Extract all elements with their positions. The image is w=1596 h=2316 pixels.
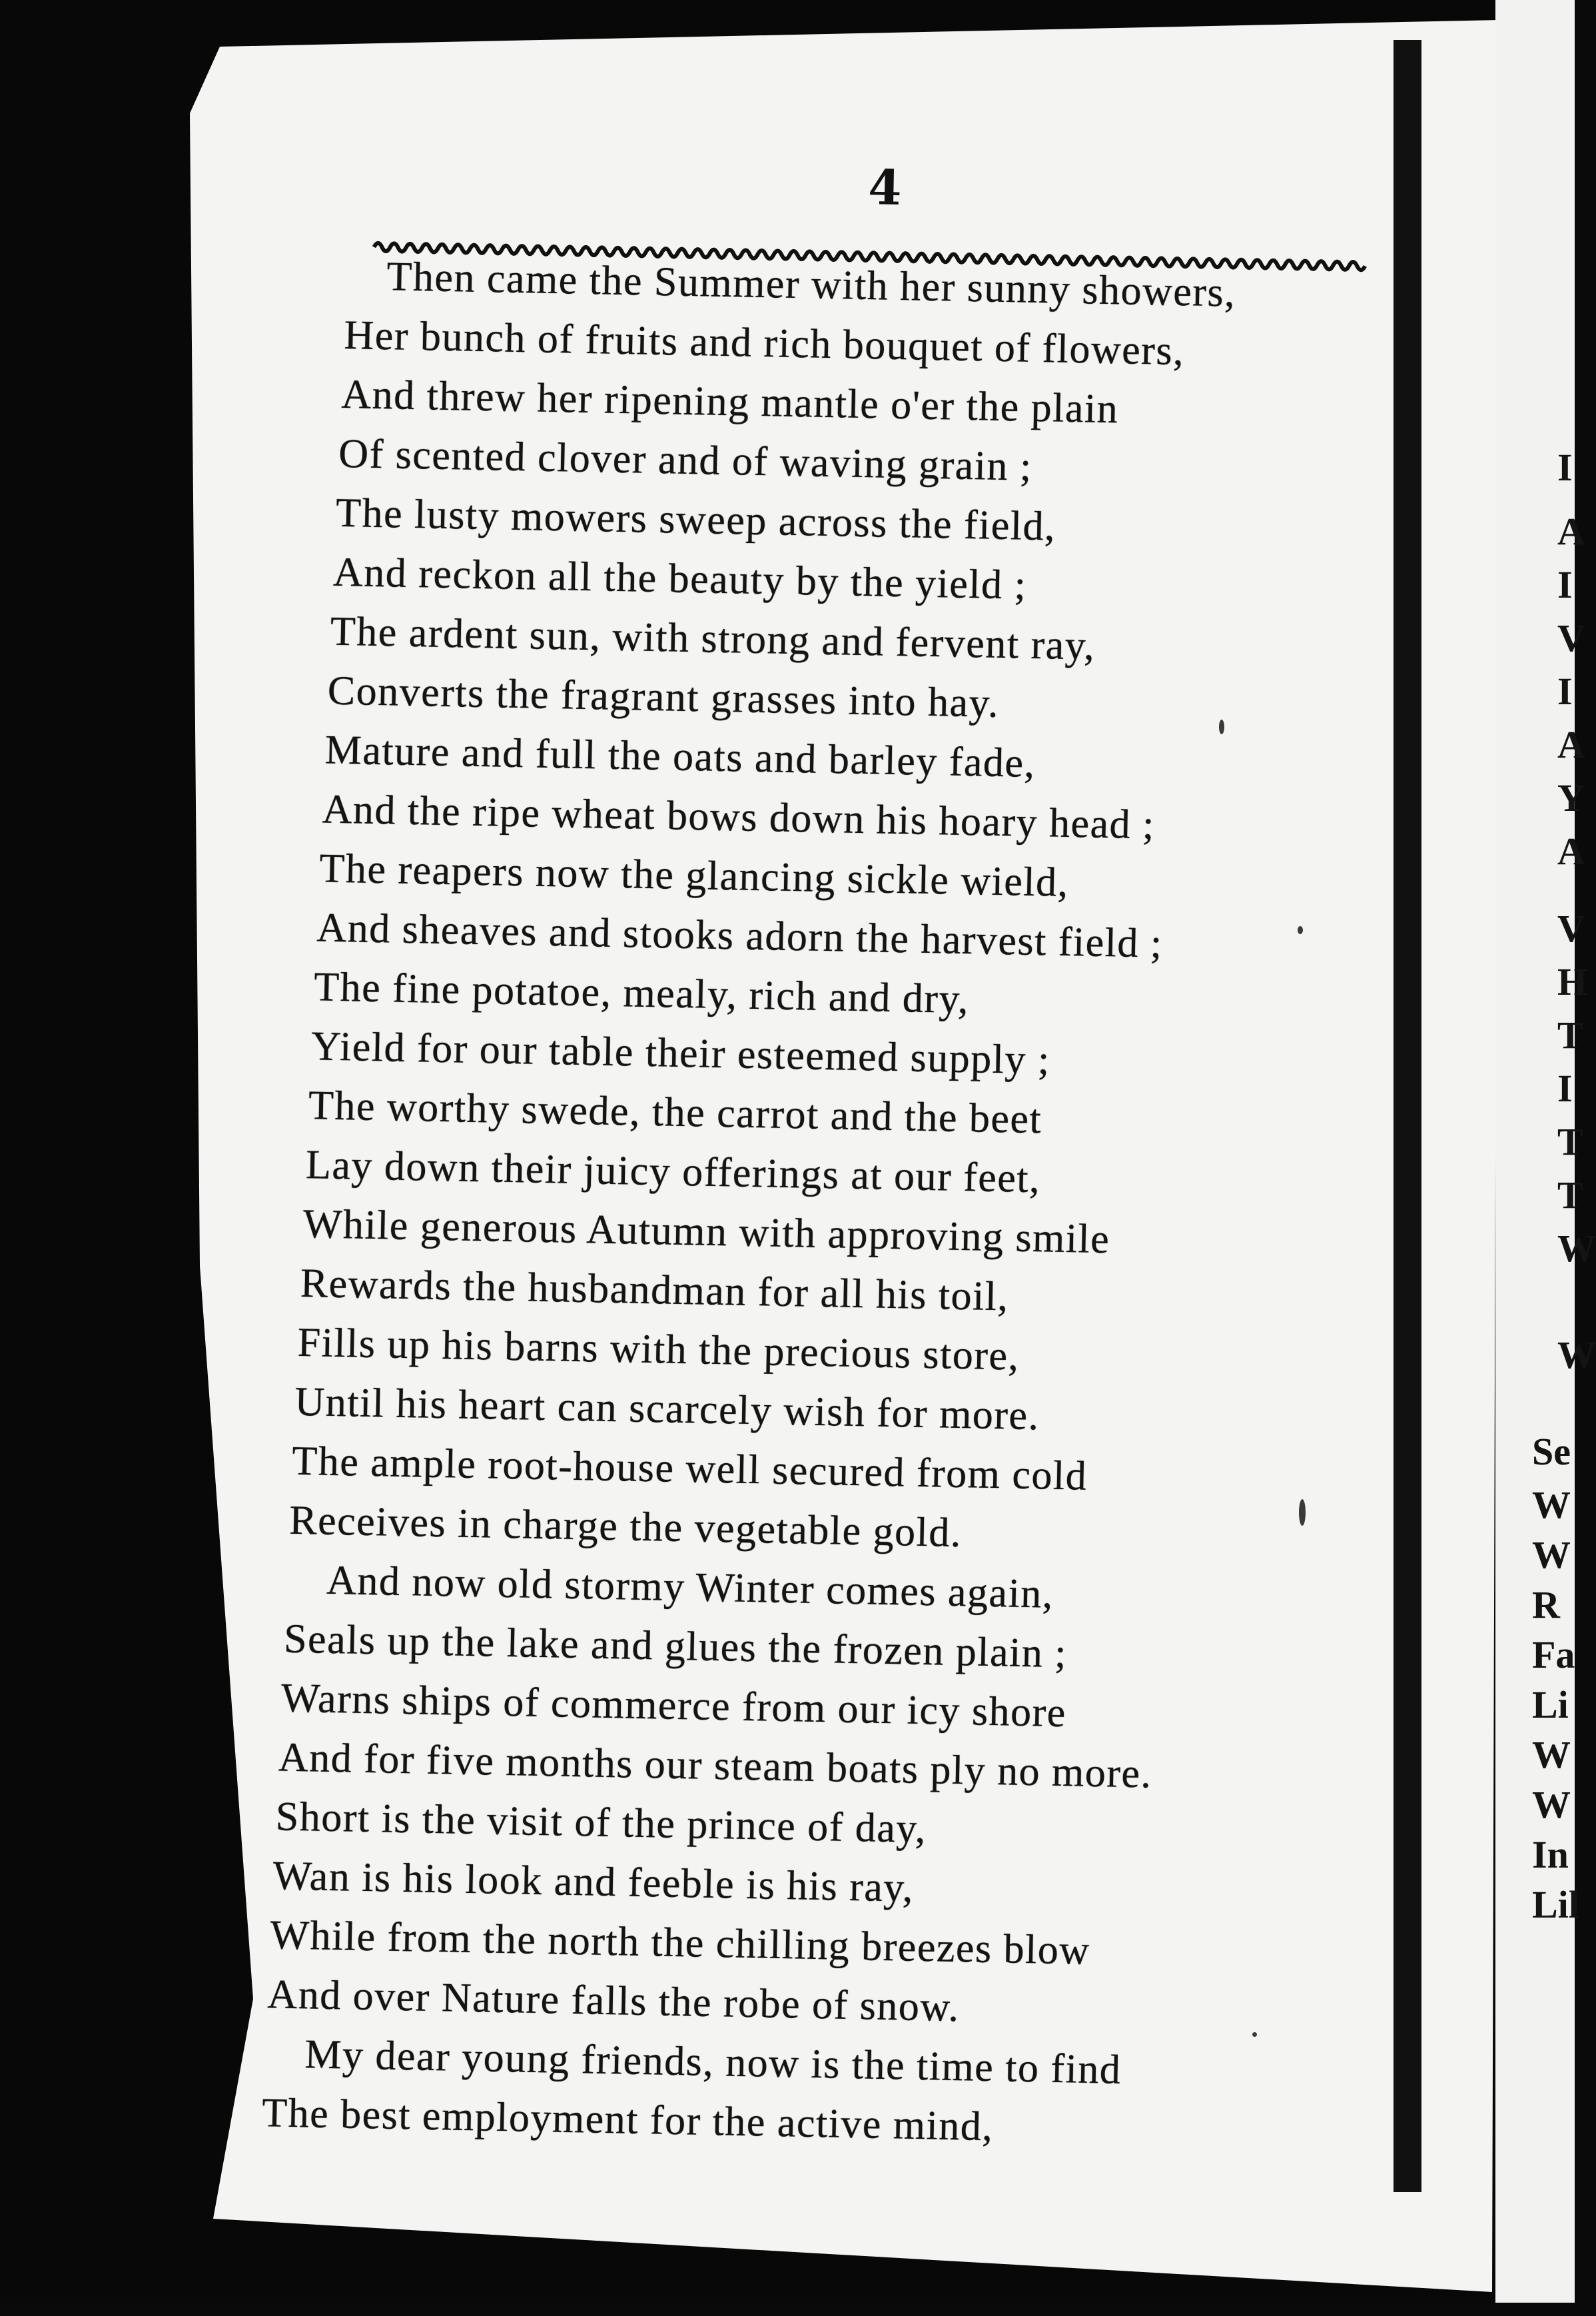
poem-line: And over Nature falls the robe of snow.	[266, 1972, 961, 2031]
facing-line-start: I	[1557, 563, 1573, 606]
facing-line-start: A	[1557, 510, 1585, 553]
poem-line: Warns ships of commerce from our icy shore	[280, 1675, 1067, 1736]
facing-line-start: W	[1557, 1227, 1596, 1270]
poem-line: And reckon all the beauty by the yield ;	[332, 549, 1028, 608]
facing-line-start: I	[1557, 670, 1573, 713]
facing-line-start: T	[1557, 1013, 1583, 1057]
facing-line-start: Li	[1532, 1683, 1569, 1726]
poem-line: Rewards the husbandman for all his toil,	[300, 1260, 1010, 1320]
facing-line-start: V	[1557, 907, 1585, 950]
facing-line-start: Y	[1557, 776, 1585, 820]
poem-line: Mature and full the oats and barley fade,	[324, 727, 1036, 787]
facing-line-start: R	[1532, 1583, 1560, 1626]
poem-line: The ample root-house well secured from cold	[291, 1438, 1088, 1499]
poem-line: And now old stormy Winter comes again,	[326, 1557, 1054, 1617]
poem-line: Converts the fragrant grasses into hay.	[327, 668, 1000, 726]
poem-line: And sheaves and stooks adorn the harvest field ;	[316, 905, 1164, 967]
scan-speck	[1298, 926, 1303, 934]
facing-line-start: A	[1557, 723, 1585, 766]
facing-line-start: W	[1532, 1733, 1571, 1776]
poem-line: Wan is his look and feeble is his ray,	[272, 1853, 915, 1911]
poem-line: The fine potatoe, mealy, rich and dry,	[313, 964, 970, 1023]
poem-line: The worthy swede, the carrot and the beet	[308, 1083, 1042, 1143]
facing-line-start: I	[1557, 1067, 1573, 1110]
facing-line-start: I	[1557, 446, 1573, 489]
poem-line: And threw her ripening mantle o'er the plain	[340, 371, 1119, 432]
facing-line-start: Lil	[1532, 1883, 1579, 1926]
facing-line-start: W	[1532, 1483, 1571, 1526]
facing-line-start: Fa	[1532, 1633, 1575, 1676]
scan-speck	[1299, 1499, 1306, 1526]
facing-line-start: In	[1532, 1833, 1569, 1876]
poem-line: My dear young friends, now is the time to find	[304, 2031, 1122, 2093]
poem-line: And for five months our steam boats ply no more.	[278, 1734, 1153, 1797]
facing-line-start: H	[1557, 960, 1588, 1003]
scan-speck	[1219, 720, 1224, 734]
poem-line: Of scented clover and of waving grain ;	[338, 430, 1033, 490]
poem-line: Fills up his barns with the precious store,	[297, 1319, 1020, 1379]
poem-line: Seals up the lake and glues the frozen plain ;	[283, 1616, 1068, 1677]
poem-line: Lay down their juicy offerings at our feet,	[305, 1142, 1041, 1202]
facing-line-start: T	[1557, 1120, 1583, 1163]
poem-line: Her bunch of fruits and rich bouquet of flowers,	[343, 312, 1185, 374]
poem-line: Until his heart can scarcely wish for more.	[294, 1379, 1040, 1439]
poem-line: Receives in charge the vegetable gold.	[288, 1497, 963, 1556]
poem-line: And the ripe wheat bows down his hoary head ;	[322, 786, 1156, 848]
scan-speck	[1252, 2032, 1257, 2037]
poem-line: The lusty mowers sweep across the field,	[335, 490, 1056, 550]
facing-line-start: W	[1557, 1333, 1596, 1377]
facing-line-start: A	[1557, 830, 1585, 873]
poem-line: Yield for our table their esteemed supply ;	[310, 1023, 1051, 1083]
poem-line: The best employment for the active mind,	[261, 2090, 995, 2150]
poem-line: The reapers now the glancing sickle wield,	[318, 846, 1070, 906]
poem-line: While generous Autumn with approving smile	[302, 1201, 1110, 1263]
facing-line-start: V	[1557, 616, 1585, 660]
poem-line: While from the north the chilling breezes blow	[270, 1912, 1091, 1974]
poem-line: Then came the Summer with her sunny showers,	[386, 254, 1236, 316]
facing-line-start: T	[1557, 1173, 1583, 1217]
facing-line-start: Se	[1532, 1430, 1571, 1473]
page-number: 4	[867, 159, 903, 216]
facing-line-start: W	[1532, 1783, 1571, 1826]
facing-line-start: W	[1532, 1533, 1571, 1576]
poem-line: Short is the visit of the prince of day,	[275, 1794, 927, 1852]
poem-line: The ardent sun, with strong and fervent ray,	[330, 608, 1096, 669]
